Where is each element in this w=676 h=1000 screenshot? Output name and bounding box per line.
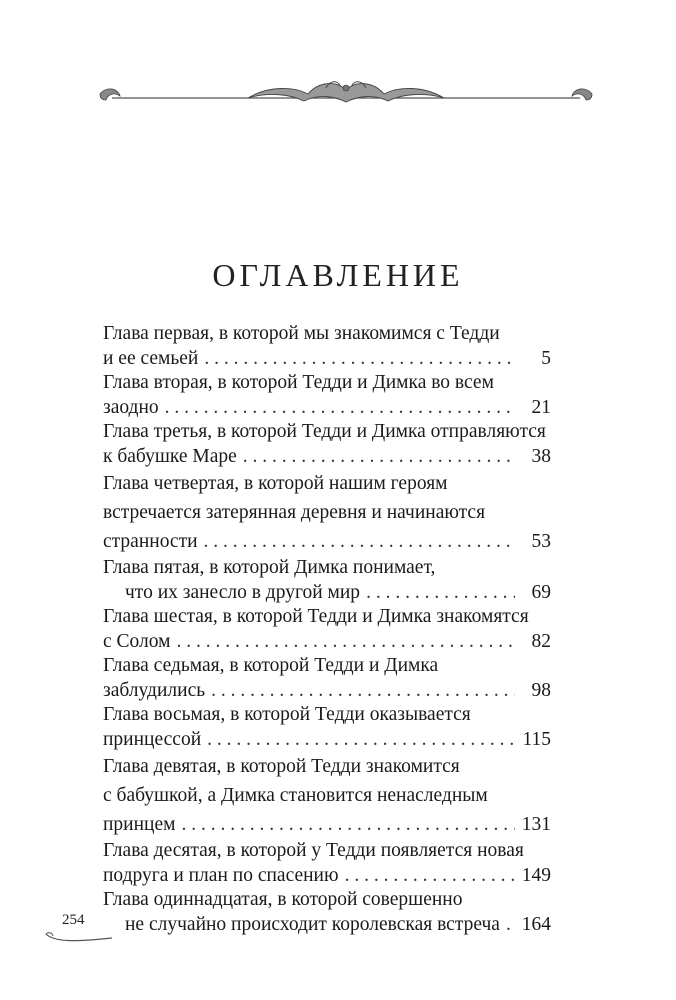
toc-page-number: 69 <box>531 581 551 603</box>
dot-leader <box>207 728 515 753</box>
toc-page-number: 131 <box>521 814 551 835</box>
toc-entry-line <box>103 420 551 445</box>
toc-entry-text: Глава шестая, в которой Тедди и Димка знакомятся <box>103 606 529 627</box>
toc-entry-line <box>103 752 551 781</box>
page-number: 254 <box>62 912 85 928</box>
toc-entry-text: с Солом <box>103 630 171 652</box>
toc-page-number: 5 <box>541 347 551 369</box>
toc-entry[interactable] <box>103 469 551 556</box>
toc-entry-text: Глава девятая, в которой Тедди знакомится <box>103 756 460 777</box>
toc-entry-text: подруга и план по спасению <box>103 864 339 886</box>
toc-entry-line <box>103 728 551 753</box>
toc-entry-text: Глава вторая, в которой Тедди и Димка во всем <box>103 372 494 393</box>
table-of-contents <box>103 322 551 937</box>
toc-entry[interactable] <box>103 654 551 703</box>
toc-entry-text: встречается затерянная деревня и начинаются <box>103 502 486 523</box>
dot-leader <box>176 630 515 655</box>
toc-entry[interactable] <box>103 839 551 888</box>
toc-entry-line <box>103 630 551 655</box>
toc-page-number: 21 <box>531 396 551 418</box>
toc-page-number: 82 <box>531 630 551 652</box>
toc-entry-line <box>103 556 551 581</box>
toc-entry-text: Глава пятая, в которой Димка понимает, <box>103 557 436 578</box>
toc-entry-text: заблудились <box>103 679 206 701</box>
toc-entry-text: принцем <box>103 814 176 835</box>
toc-entry-line <box>103 839 551 864</box>
toc-entry-text: Глава восьмая, в которой Тедди оказывается <box>103 704 471 725</box>
toc-entry-line <box>103 913 551 938</box>
toc-entry-line <box>103 654 551 679</box>
toc-entry-text: с бабушкой, а Димка становится ненаследным <box>103 785 488 806</box>
folio-flourish <box>44 930 114 944</box>
toc-entry-line <box>103 864 551 889</box>
toc-entry[interactable] <box>103 605 551 654</box>
toc-entry-line <box>103 322 551 347</box>
toc-entry-text: Глава седьмая, в которой Тедди и Димка <box>103 655 439 676</box>
toc-entry[interactable] <box>103 556 551 605</box>
toc-entry-text: Глава четвертая, в которой нашим героям <box>103 473 448 494</box>
toc-entry-line <box>103 527 551 556</box>
toc-entry-line <box>103 396 551 421</box>
dot-leader <box>204 347 515 372</box>
toc-entry-text: принцессой <box>103 728 202 750</box>
toc-entry[interactable] <box>103 322 551 371</box>
dot-leader <box>182 810 516 839</box>
dot-leader <box>345 864 515 889</box>
dot-leader <box>506 913 515 938</box>
toc-entry-line <box>103 810 551 839</box>
toc-entry-line <box>103 498 551 527</box>
toc-entry-text: к бабушке Маре <box>103 445 237 467</box>
toc-page-number: 53 <box>531 531 551 552</box>
toc-entry-text: и ее семьей <box>103 347 199 369</box>
toc-entry[interactable] <box>103 371 551 420</box>
dot-leader <box>204 527 515 556</box>
toc-entry-line <box>103 605 551 630</box>
toc-entry-line <box>103 347 551 372</box>
page-title: ОГЛАВЛЕНИЕ <box>212 257 464 293</box>
toc-entry-line <box>103 581 551 606</box>
toc-entry-line <box>103 781 551 810</box>
toc-page-number: 164 <box>521 913 551 935</box>
toc-entry-text: заодно <box>103 396 159 418</box>
toc-entry[interactable] <box>103 420 551 469</box>
toc-page-number: 149 <box>521 864 551 886</box>
toc-page-number: 38 <box>531 445 551 467</box>
toc-entry-line <box>103 888 551 913</box>
toc-entry-line <box>103 371 551 396</box>
toc-entry[interactable] <box>103 703 551 752</box>
toc-entry-text: не случайно происходит королевская встреча <box>125 913 500 935</box>
toc-entry-text: Глава третья, в которой Тедди и Димка отправляются <box>103 421 546 442</box>
toc-page-number: 98 <box>531 679 551 701</box>
dot-leader <box>366 581 515 606</box>
toc-entry-text: Глава десятая, в которой у Тедди появляется новая <box>103 840 524 861</box>
toc-entry-line <box>103 703 551 728</box>
toc-entry-text: странности <box>103 531 198 552</box>
toc-entry[interactable] <box>103 888 551 937</box>
toc-entry-line <box>103 679 551 704</box>
ornament-flourish <box>98 74 594 110</box>
toc-entry-text: Глава первая, в которой мы знакомимся с Тедди <box>103 323 500 344</box>
toc-entry[interactable] <box>103 752 551 839</box>
dot-leader <box>243 445 515 470</box>
toc-entry-line <box>103 445 551 470</box>
toc-entry-line <box>103 469 551 498</box>
toc-entry-text: Глава одиннадцатая, в которой совершенно <box>103 889 463 910</box>
toc-page-number: 115 <box>522 728 551 750</box>
dot-leader <box>165 396 515 421</box>
toc-entry-text: что их занесло в другой мир <box>125 581 361 603</box>
dot-leader <box>211 679 515 704</box>
